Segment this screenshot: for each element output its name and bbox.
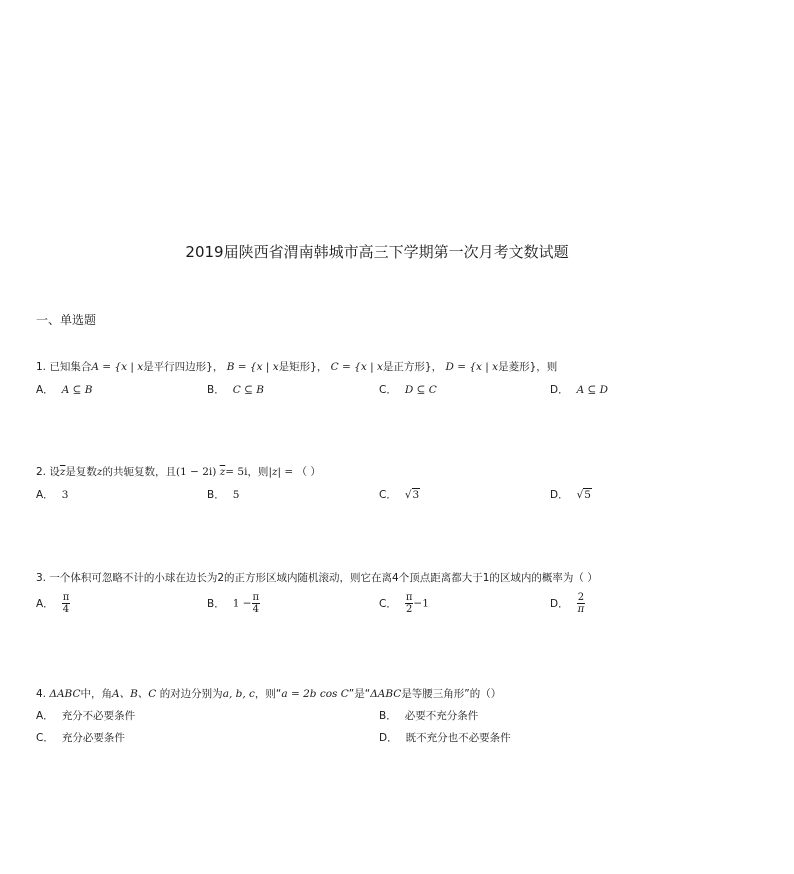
question-4-option-a[interactable]: A． 充分不必要条件 [36,710,136,722]
question-number: 1. [36,361,47,373]
question-4-stem: 4. ΔABC中，角A、B、C 的对边分别为a, b, c，则“a = 2b cos C”是“ΔABC是等腰三角形”的（） [36,688,502,700]
question-3-option-a[interactable]: A． $\frac{\pi}{4}$ [36,592,70,615]
question-4-option-b[interactable]: B． 必要不充分条件 [379,710,479,722]
fraction: $\frac{\pi}{2}$ [405,592,413,615]
question-2-stem: 2. 设$\overline{z}$是复数z的共轭复数，且(1 − 2i) $\overline{z}= 5i$，则|z| = （ ） [36,466,321,478]
document-title: 2019届陕西省渭南韩城市高三下学期第一次月考文数试题 [185,243,569,261]
question-3-stem: 3. 一个体积可忽略不计的小球在边长为2的正方形区域内随机滚动，则它在离4个顶点距离都大于1的区域内的概率为（ ） [36,572,598,584]
question-3-option-d[interactable]: D． $\frac{2}{\pi}$ [550,592,585,615]
question-1-option-a[interactable]: A． A ⊆ B [36,384,93,396]
question-2-option-a[interactable]: A． 3 [36,489,69,501]
question-2-option-d[interactable]: D． √5 [550,489,591,501]
fraction: $\frac{\pi}{4}$ [62,592,70,615]
question-1-option-b[interactable]: B． C ⊆ B [207,384,264,396]
question-2-option-c[interactable]: C． √3 [379,489,420,501]
question-4-option-d[interactable]: D． 既不充分也不必要条件 [379,732,511,744]
question-3-option-c[interactable]: C． $\frac{\pi}{2}$ −1 [379,592,429,615]
question-number: 3. [36,572,47,584]
question-1-option-d[interactable]: D． A ⊆ D [550,384,609,396]
question-1-stem: 1. 已知集合A = {x | x是平行四边形}， B = {x | x是矩形}， C = {x | x是正方形}， D = {x | x是菱形}，则 [36,361,558,373]
question-3-option-b[interactable]: B． 1 − $\frac{\pi}{4}$ [207,592,260,615]
sqrt-symbol: √3 [404,489,420,501]
question-1-option-c[interactable]: C． D ⊆ C [379,384,437,396]
question-number: 4. [36,688,47,700]
question-2-option-b[interactable]: B． 5 [207,489,240,501]
sqrt-symbol: √5 [576,489,591,501]
fraction: $\frac{\pi}{4}$ [252,592,260,615]
section-heading: 一、单选题 [36,313,97,327]
fraction: $\frac{2}{\pi}$ [577,592,585,615]
question-4-option-c[interactable]: C． 充分必要条件 [36,732,125,744]
question-number: 2. [36,466,47,478]
